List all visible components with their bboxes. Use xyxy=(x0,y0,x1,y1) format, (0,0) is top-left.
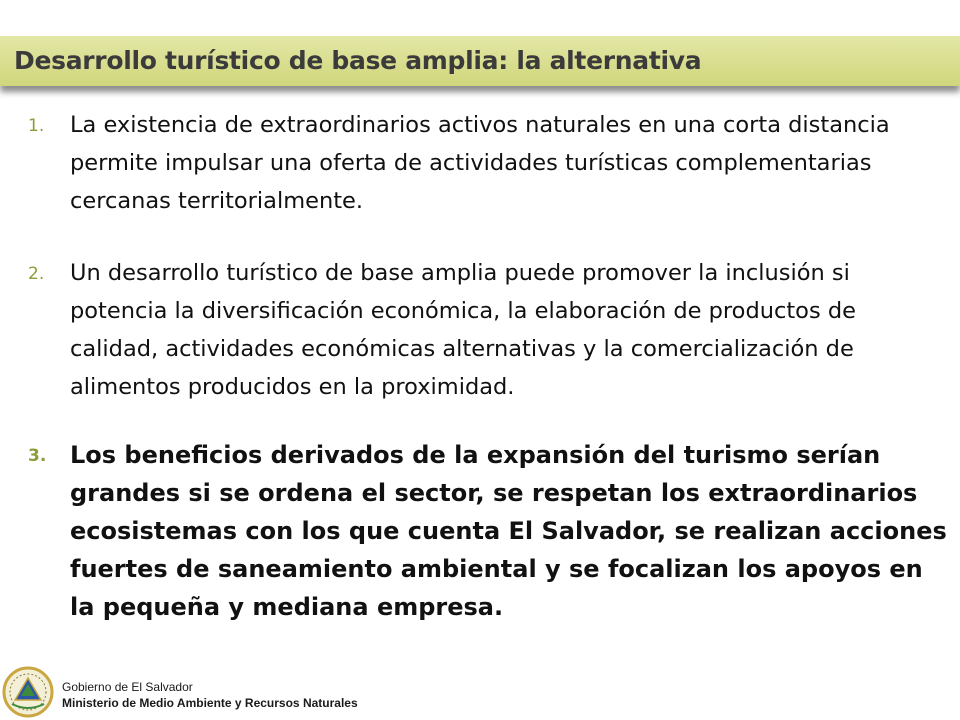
list-item-text: Los beneficios derivados de la expansión del turismo serían grandes si se ordena el sector, se respetan los extraordinarios ecosistemas con los que cuenta El Salvador, se realizan acciones fuertes de saneamiento ambiental y se focalizan los apoyos en la pequeña y mediana empresa. xyxy=(70,441,947,621)
list-item-text: Un desarrollo turístico de base amplia puede promover la inclusión si potencia la diversificación económica, la elaboración de productos de calidad, actividades económicas alternativas y la comercialización de alimentos producidos en la proximidad. xyxy=(70,260,856,400)
footer-ministry: Ministerio de Medio Ambiente y Recursos Naturales xyxy=(62,696,358,710)
list-item-number: 2. xyxy=(28,264,45,284)
footer-government: Gobierno de El Salvador xyxy=(62,680,193,694)
list-item-text: La existencia de extraordinarios activos naturales en una corta distancia permite impulsar una oferta de actividades turísticas complementarias cercanas territorialmente. xyxy=(70,112,890,214)
national-coat-of-arms-icon xyxy=(2,666,54,718)
list-item-number: 1. xyxy=(28,116,45,136)
footer xyxy=(0,664,960,720)
slide-title: Desarrollo turístico de base amplia: la alternativa xyxy=(14,46,702,75)
list-item-number: 3. xyxy=(28,446,47,466)
